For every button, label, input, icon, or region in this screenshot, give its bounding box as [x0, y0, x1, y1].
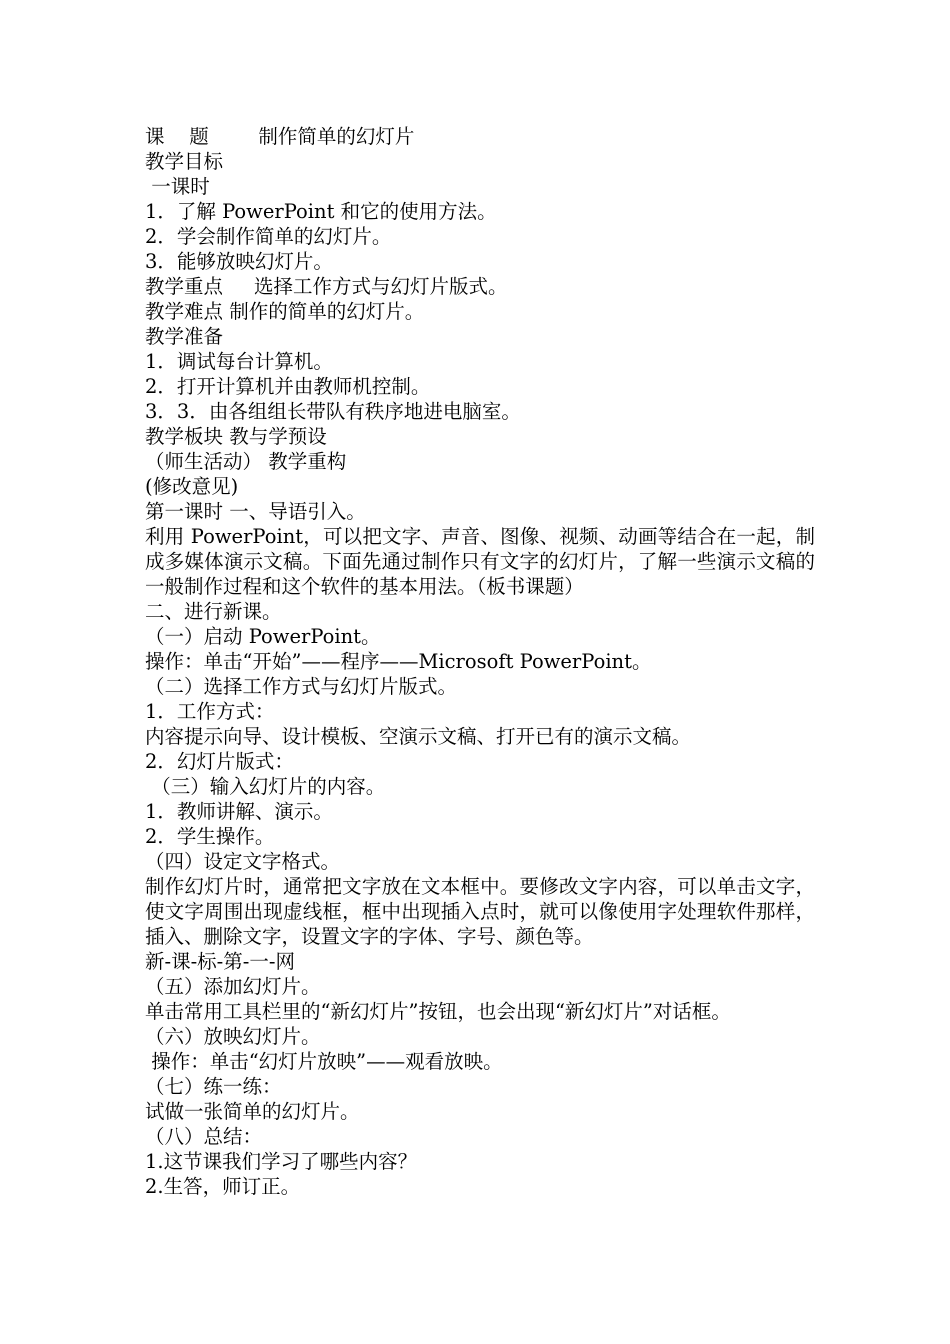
text-line: 1．了解 PowerPoint 和它的使用方法。 — [145, 200, 497, 223]
text-line: 二、进行新课。 — [145, 600, 282, 623]
text-line: （四）设定文字格式。 — [145, 850, 341, 873]
text-line: 1.这节课我们学习了哪些内容？ — [145, 1150, 418, 1173]
text-line: 2．打开计算机并由教师机控制。 — [145, 375, 431, 398]
text-line: 操作：单击“开始”——程序——Microsoft PowerPoint。 — [145, 650, 652, 673]
text-line: （七）练一练： — [145, 1075, 282, 1098]
text-line: （八）总结： — [145, 1125, 263, 1148]
text-line: 教学准备 — [145, 325, 224, 348]
text-line: 3．能够放映幻灯片。 — [145, 250, 333, 273]
text-line: 教学板块 教与学预设 — [145, 425, 327, 448]
add-slide-paragraph: 单击常用工具栏里的“新幻灯片”按钮，也会出现“新幻灯片”对话框。 — [145, 1000, 731, 1023]
text-line: （三）输入幻灯片的内容。 — [145, 775, 386, 798]
text-line: (修改意见) — [145, 475, 239, 498]
text-line: （二）选择工作方式与幻灯片版式。 — [145, 675, 458, 698]
text-line: 新-课-标-第-一-网 — [145, 950, 295, 973]
document-body — [145, 124, 815, 1199]
text-line: （师生活动） 教学重构 — [145, 450, 347, 473]
text-line: 2．幻灯片版式： — [145, 750, 294, 773]
text-line: 一课时 — [145, 175, 210, 198]
text-line: 2.生答，师订正。 — [145, 1175, 301, 1198]
text-line: 1．教师讲解、演示。 — [145, 800, 333, 823]
text-line: 教学难点 制作的简单的幻灯片。 — [145, 300, 425, 323]
text-line: （五）添加幻灯片。 — [145, 975, 321, 998]
text-line: （一）启动 PowerPoint。 — [145, 625, 381, 648]
intro-paragraph: 利用 PowerPoint，可以把文字、声音、图像、视频、动画等结合在一起，制成多媒体演示文稿。下面先通过制作只有文字的幻灯片，了解一些演示文稿的一般制作过程和这个软件的基本用法。（板书课题） — [145, 525, 815, 598]
text-line: 1．工作方式： — [145, 700, 275, 723]
text-line: 2．学生操作。 — [145, 825, 275, 848]
text-line: 2．学会制作简单的幻灯片。 — [145, 225, 392, 248]
text-line: 课 题 制作简单的幻灯片 — [145, 125, 415, 148]
text-line: 1．调试每台计算机。 — [145, 350, 333, 373]
text-line: 第一课时 一、导语引入。 — [145, 500, 366, 523]
text-line: 内容提示向导、设计模板、空演示文稿、打开已有的演示文稿。 — [145, 725, 692, 748]
add-slide-heading-block — [145, 949, 815, 999]
new-lesson-block — [145, 599, 815, 874]
text-format-paragraph: 制作幻灯片时，通常把文字放在文本框中。要修改文字内容，可以单击文字，使文字周围出现虚线框，框中出现插入点时，就可以像使用字处理软件那样，插入、删除文字，设置文字的字体、字号、颜色等。 — [145, 875, 815, 948]
text-line: 操作：单击“幻灯片放映”——观看放映。 — [145, 1050, 503, 1073]
text-line: （六）放映幻灯片。 — [145, 1025, 321, 1048]
lesson-header-block — [145, 124, 815, 524]
text-line: 教学目标 — [145, 150, 224, 173]
summary-block — [145, 1024, 815, 1199]
text-line: 3．3．由各组组长带队有秩序地进电脑室。 — [145, 400, 521, 423]
text-line: 教学重点 选择工作方式与幻灯片版式。 — [145, 275, 508, 298]
text-line: 试做一张简单的幻灯片。 — [145, 1100, 360, 1123]
